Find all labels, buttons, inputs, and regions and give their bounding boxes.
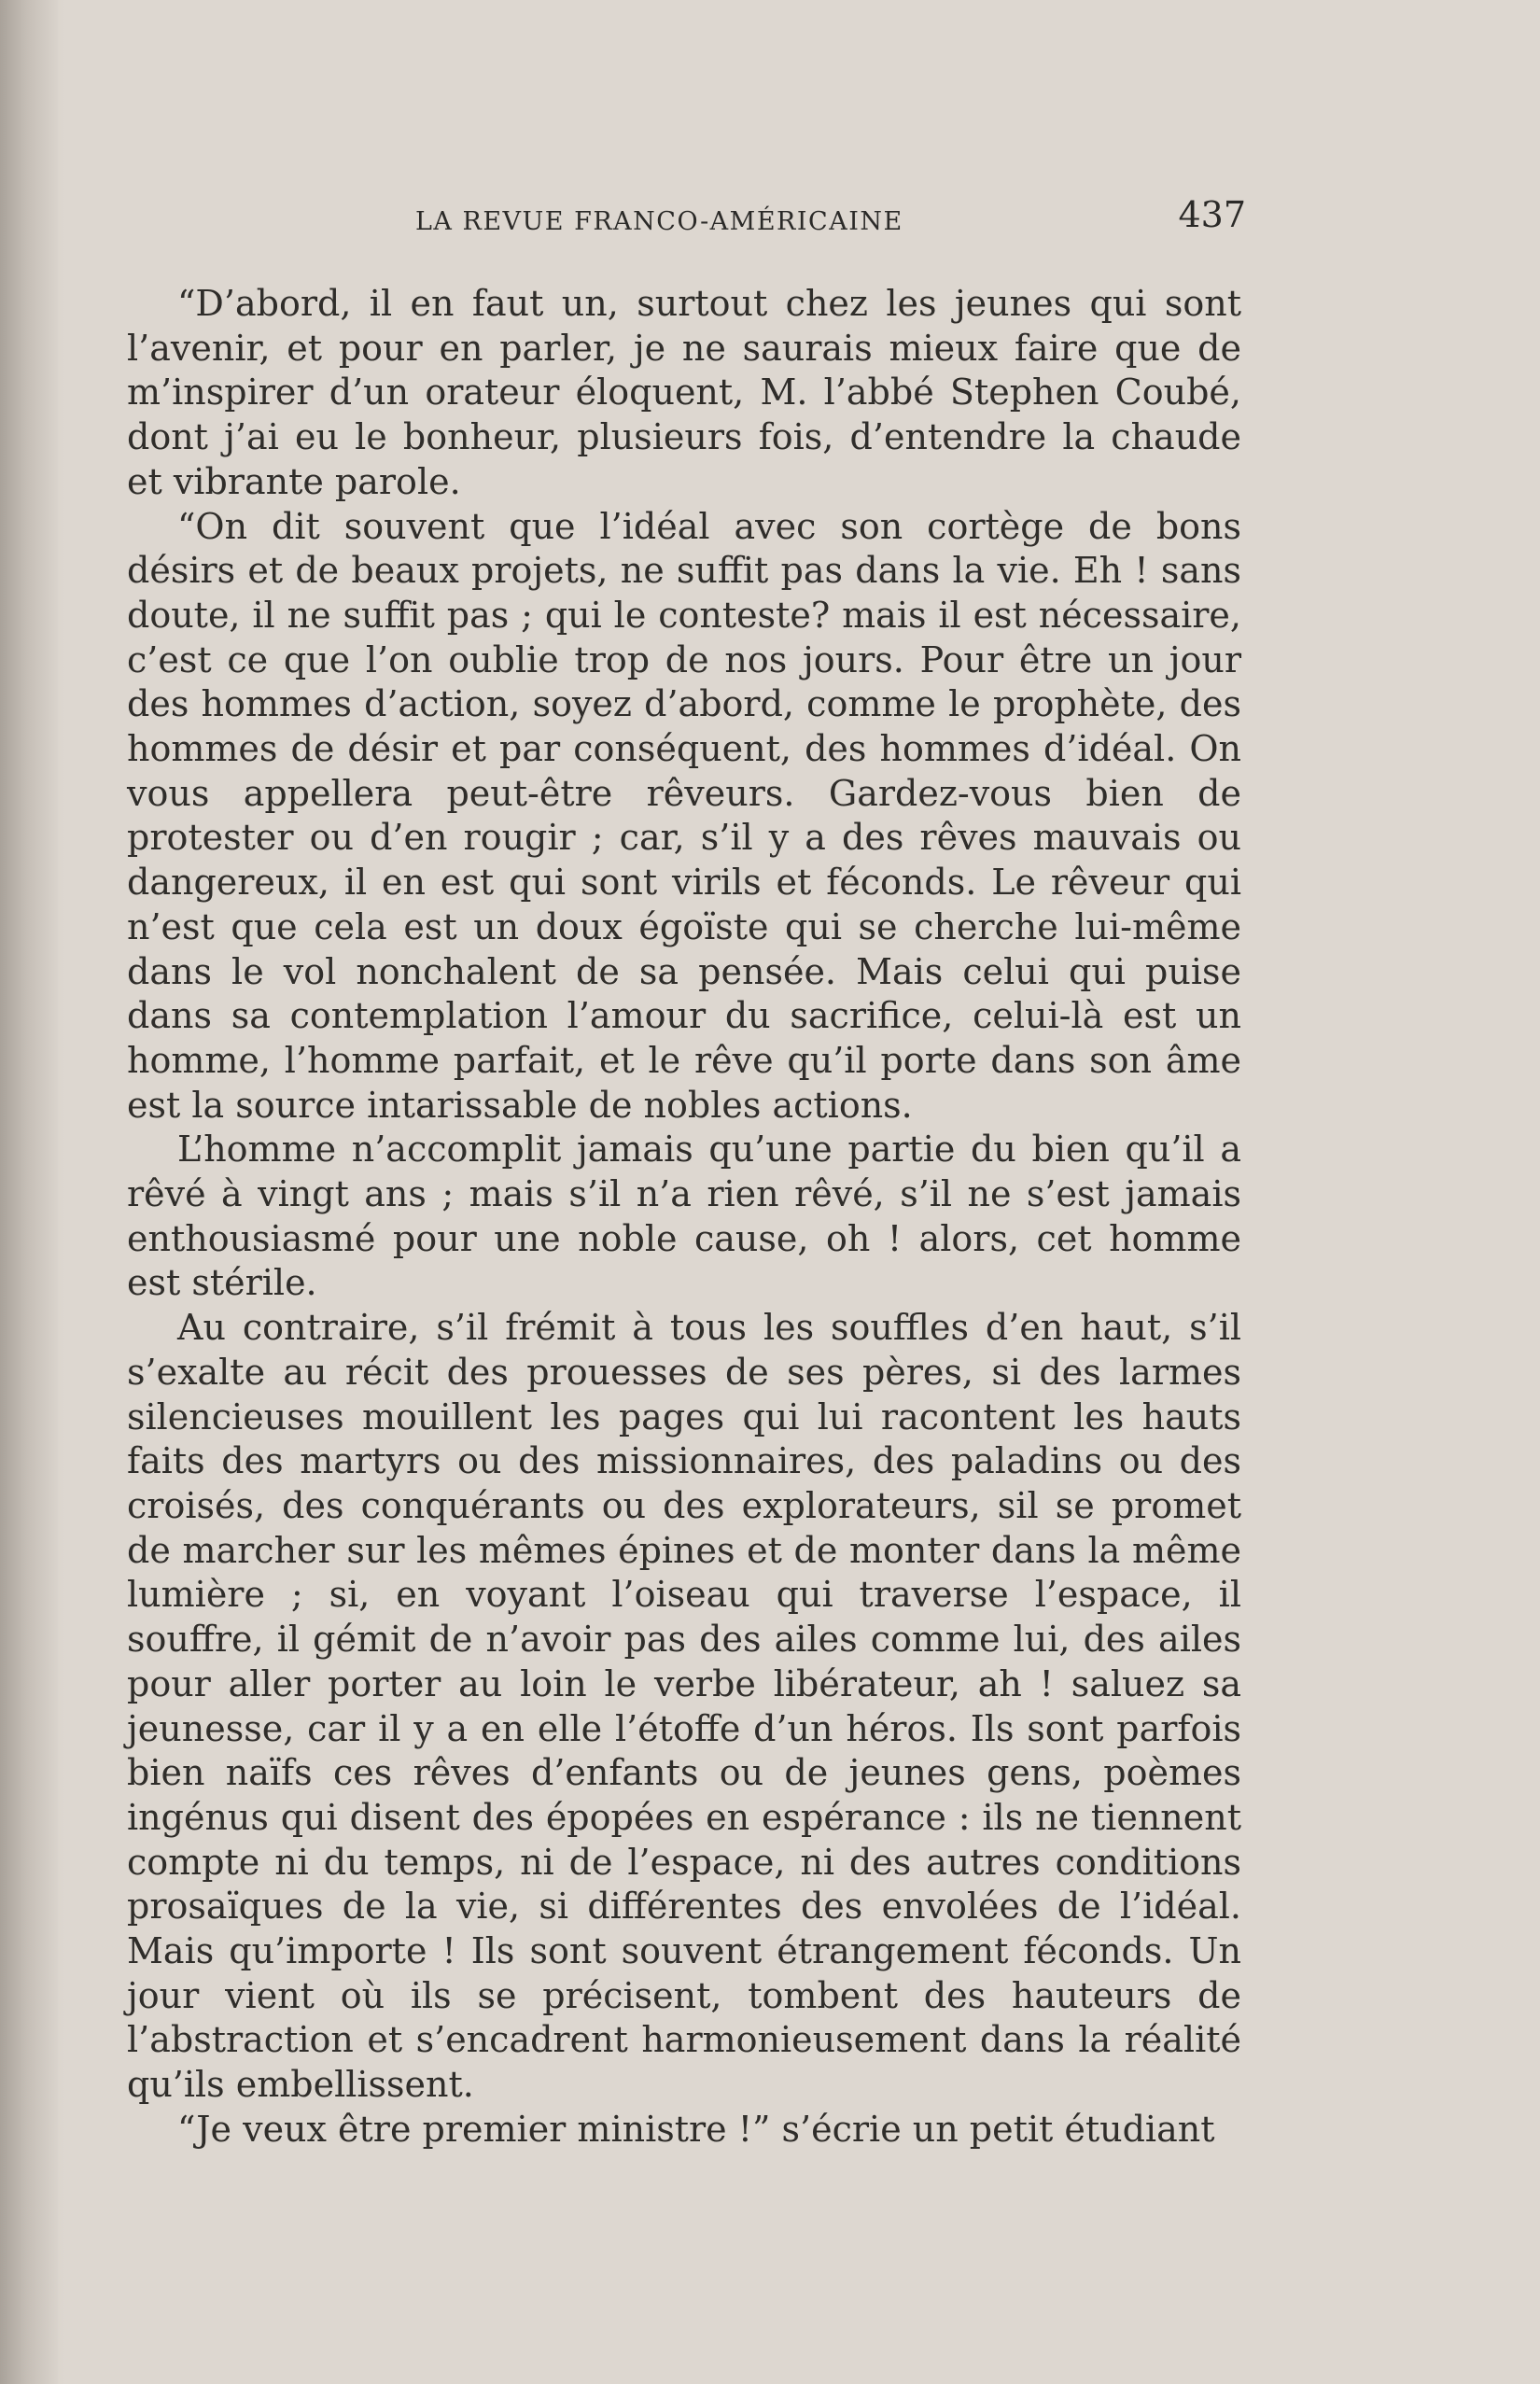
- body-text: [127, 282, 1241, 2153]
- paragraph: “On dit souvent que l’idéal avec son cortège de bons désirs et de beaux projets, ne suffit pas dans la vie. Eh ! sans doute, il ne suffit pas ; qui le conteste? mais il est nécessaire, c’est ce que l’on oublie trop de nos jours. Pour être un jour des hommes d’action, soyez d’abord, comme le prophète, des hommes de désir et par conséquent, des hommes d’idéal. On vous appellera peut-être rêveurs. Gardez-vous bien de protester ou d’en rougir ; car, s’il y a des rêves mauvais ou dangereux, il en est qui sont virils et féconds. Le rêveur qui n’est que cela est un doux égoïste qui se cherche lui-même dans le vol nonchalent de sa pensée. Mais celui qui puise dans sa contemplation l’amour du sacrifice, celui-là est un homme, l’homme parfait, et le rêve qu’il porte dans son âme est la source intarissable de nobles actions.: [127, 505, 1241, 1126]
- paragraph: L’homme n’accomplit jamais qu’une partie du bien qu’il a rêvé à vingt ans ; mais s’il n’a rien rêvé, s’il ne s’est jamais enthousiasmé pour une noble cause, oh ! alors, cet homme est stérile.: [127, 1129, 1241, 1304]
- paragraph: “Je veux être premier ministre !” s’écrie un petit étudiant: [177, 2108, 1215, 2150]
- paragraph: “D’abord, il en faut un, surtout chez les jeunes qui sont l’avenir, et pour en parler, je ne saurais mieux faire que de m’inspirer d’un orateur éloquent, M. l’abbé Stephen Coubé, dont j’ai eu le bonheur, plusieurs fois, d’entendre la chaude et vibrante parole.: [127, 283, 1241, 502]
- page-binding-edge: [0, 0, 58, 2384]
- page-number: 437: [1178, 194, 1246, 235]
- running-title: LA REVUE FRANCO-AMÉRICAINE: [415, 207, 903, 236]
- page-header: [131, 194, 1246, 250]
- paragraph: Au contraire, s’il frémit à tous les souffles d’en haut, s’il s’exalte au récit des prouesses de ses pères, si des larmes silencieuses mouillent les pages qui lui racontent les hauts faits des martyrs ou des missionnaires, des paladins ou des croisés, des conquérants ou des explorateurs, sil se promet de marcher sur les mêmes épines et de monter dans la même lumière ; si, en voyant l’oiseau qui traverse l’espace, il souffre, il gémit de n’avoir pas des ailes comme lui, des ailes pour aller porter au loin le verbe libérateur, ah ! saluez sa jeunesse, car il y a en elle l’étoffe d’un héros. Ils sont parfois bien naïfs ces rêves d’enfants ou de jeunes gens, poèmes ingénus qui disent des épopées en espérance : ils ne tiennent compte ni du temps, ni de l’espace, ni des autres conditions prosaïques de la vie, si différentes des envolées de l’idéal. Mais qu’importe ! Ils sont souvent étrangement féconds. Un jour vient où ils se précisent, tombent des hauteurs de l’abstraction et s’encadrent harmonieusement dans la réalité qu’ils embellissent.: [127, 1307, 1241, 2106]
